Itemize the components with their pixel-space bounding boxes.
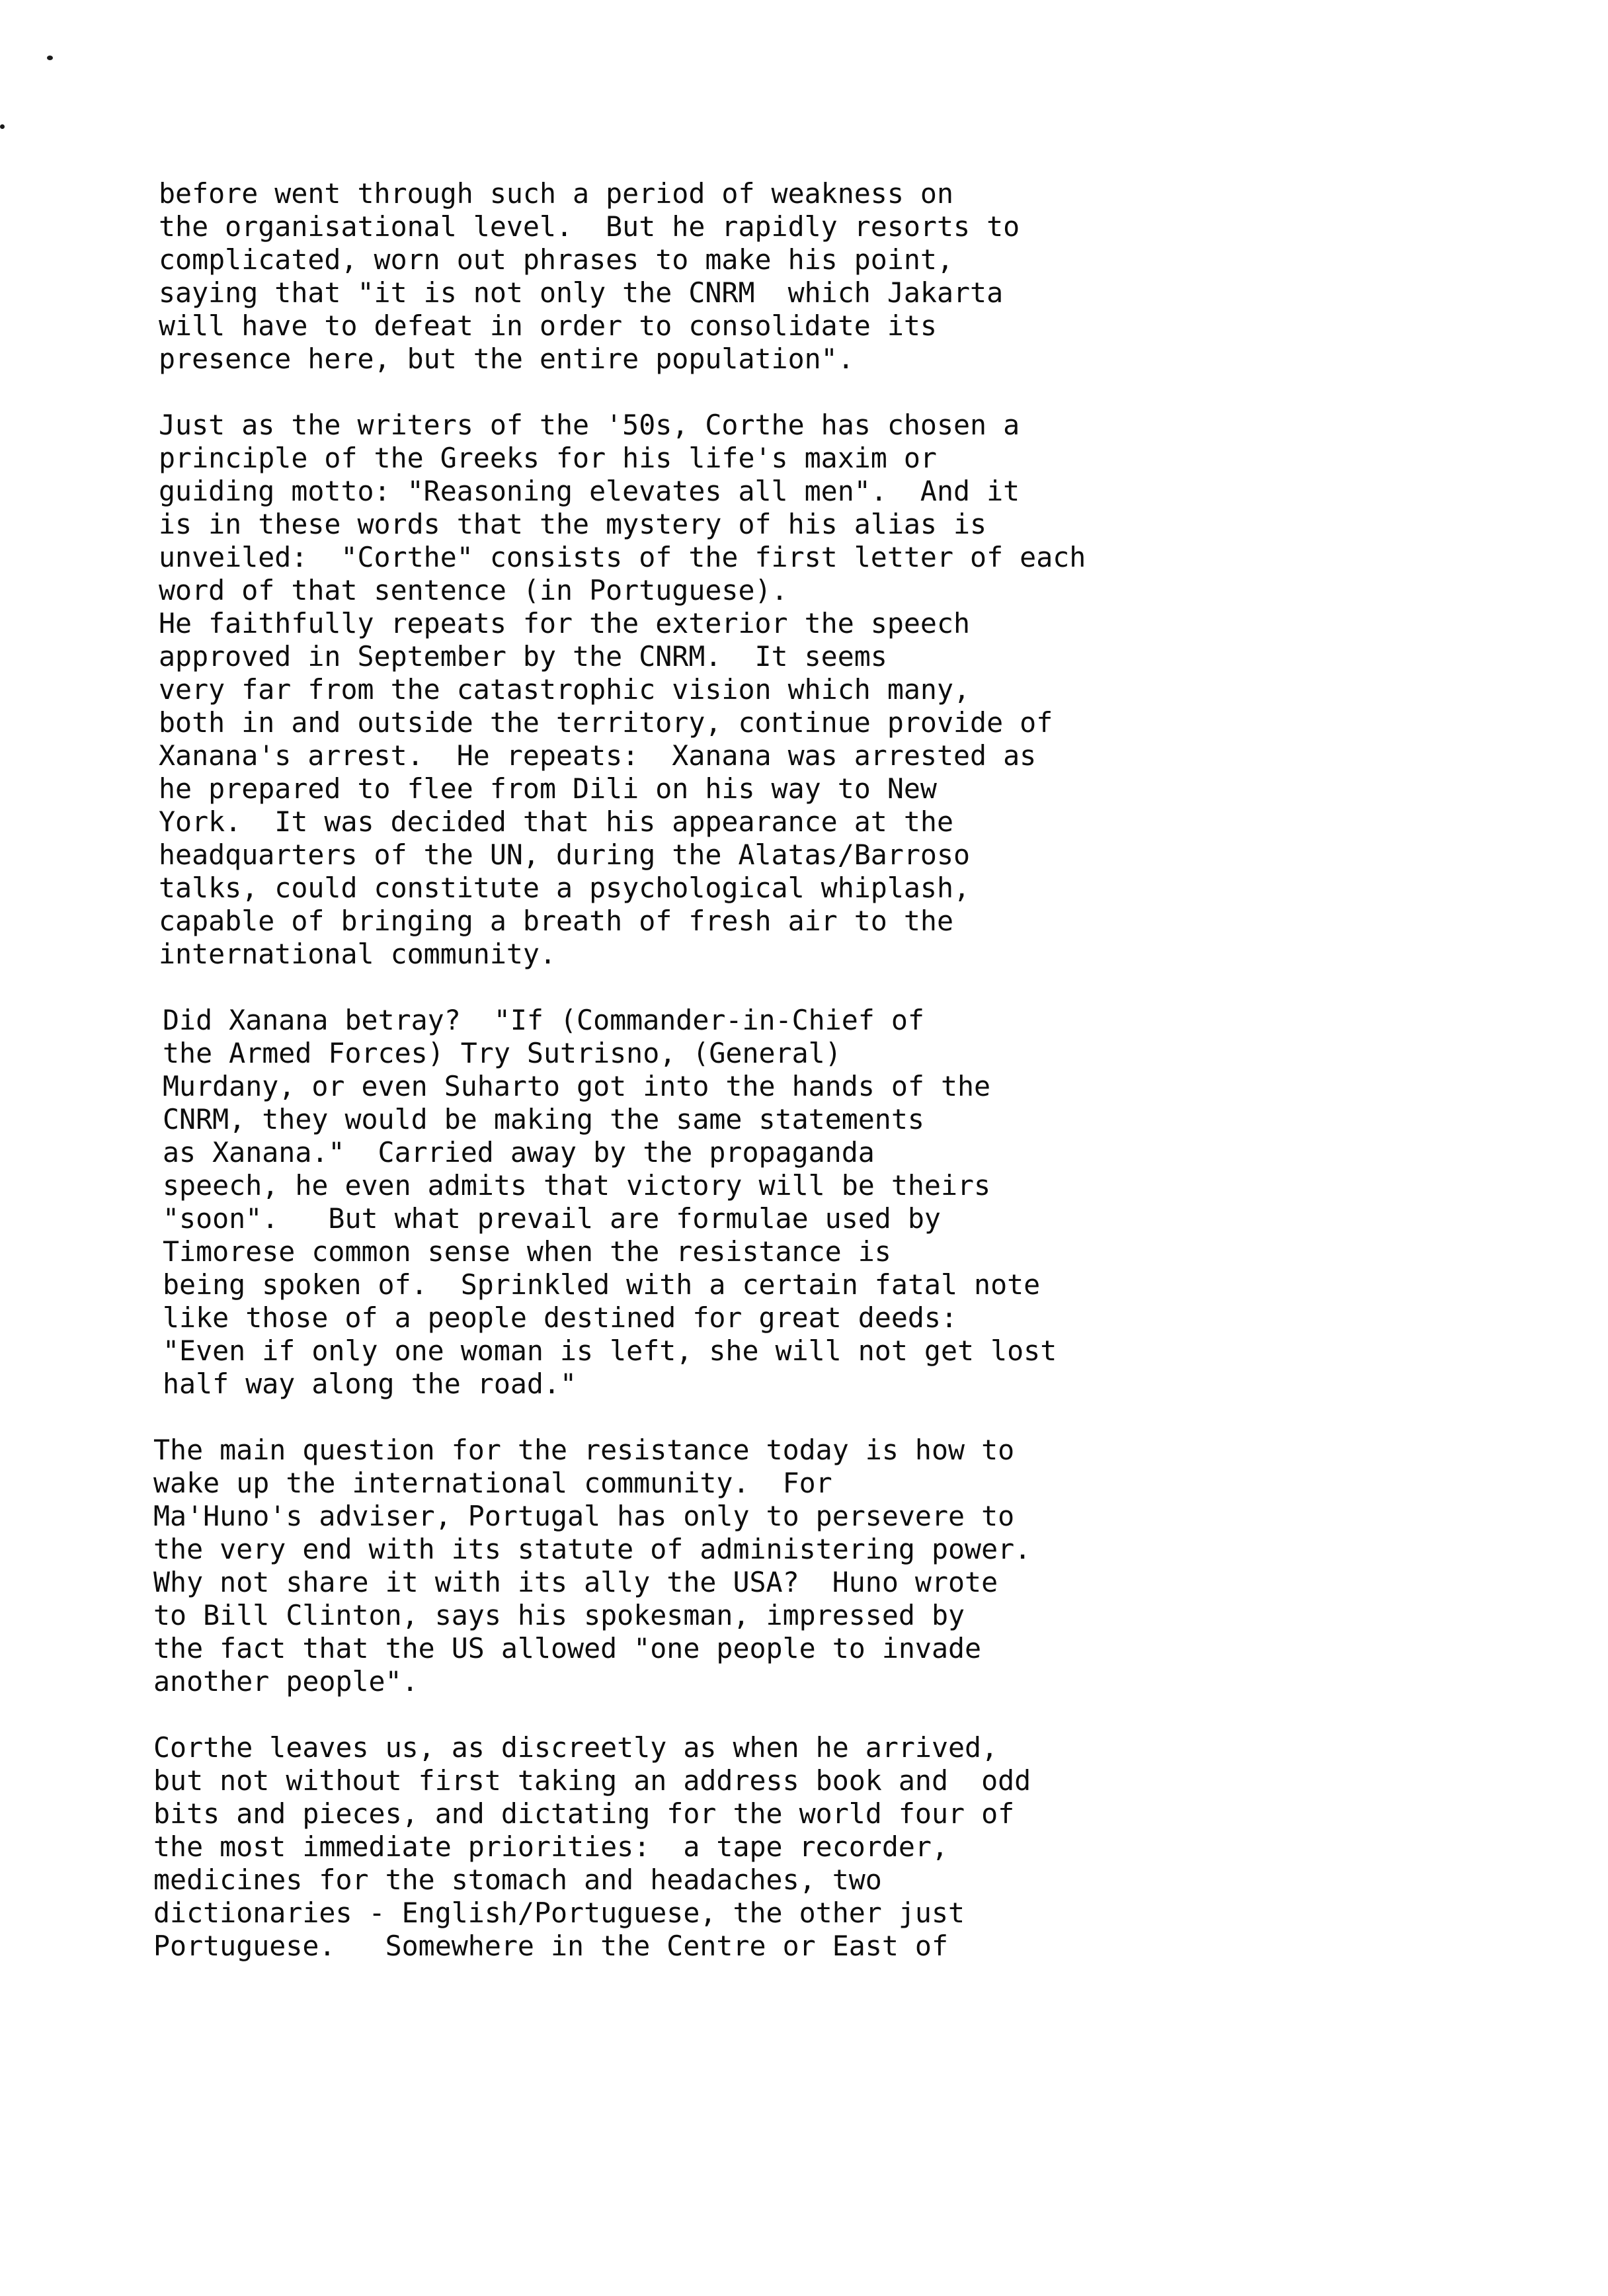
text-line: as Xanana." Carried away by the propaganda [163, 1136, 875, 1168]
text-line: Ma'Huno's adviser, Portugal has only to persevere to [153, 1500, 1015, 1532]
text-line: half way along the road." [163, 1368, 577, 1400]
scan-speck [47, 56, 53, 60]
text-line: guiding motto: "Reasoning elevates all men". And it [159, 475, 1020, 507]
text-line: being spoken of. Sprinkled with a certain fatal note [163, 1268, 1041, 1301]
text-line: Did Xanana betray? "If (Commander-in-Chief of [163, 1004, 924, 1036]
text-line: talks, could constitute a psychological whiplash, [159, 872, 971, 904]
text-line: The main question for the resistance today is how to [153, 1434, 1015, 1466]
text-line: unveiled: "Corthe" consists of the first letter of each [159, 541, 1086, 573]
text-line: the very end with its statute of administering power. [153, 1533, 1031, 1565]
text-line: He faithfully repeats for the exterior the speech [159, 607, 971, 639]
text-line: medicines for the stomach and headaches, two [153, 1864, 882, 1896]
text-line: like those of a people destined for great deeds: [163, 1301, 957, 1334]
text-line: capable of bringing a breath of fresh air to the [159, 905, 953, 937]
text-line: Timorese common sense when the resistance is [163, 1235, 891, 1268]
paragraph [159, 409, 1481, 971]
text-line: the fact that the US allowed "one people to invade [153, 1632, 982, 1664]
text-line: "soon". But what prevail are formulae used by [163, 1202, 941, 1235]
paragraph [159, 177, 1481, 376]
text-line: to Bill Clinton, says his spokesman, impressed by [153, 1599, 965, 1631]
text-line: Why not share it with its ally the USA? Huno wrote [153, 1566, 998, 1598]
text-line: Just as the writers of the '50s, Corthe has chosen a [159, 409, 1020, 441]
paragraph [153, 1731, 1481, 1963]
paragraph [153, 1434, 1481, 1698]
text-line: York. It was decided that his appearance at the [159, 805, 953, 838]
text-line: but not without first taking an address book and odd [153, 1764, 1031, 1797]
text-line: CNRM, they would be making the same statements [163, 1103, 924, 1135]
text-line: Corthe leaves us, as discreetly as when he arrived, [153, 1731, 998, 1764]
text-line: Portuguese. Somewhere in the Centre or East of [153, 1930, 948, 1962]
text-line: complicated, worn out phrases to make his point, [159, 243, 953, 276]
scan-speck [0, 124, 5, 129]
text-line: both in and outside the territory, continue provide of [159, 706, 1053, 739]
text-line: will have to defeat in order to consolidate its [159, 309, 937, 342]
text-line: speech, he even admits that victory will be theirs [163, 1169, 991, 1202]
text-line: wake up the international community. For [153, 1467, 832, 1499]
text-line: the Armed Forces) Try Sutrisno, (General) [163, 1037, 842, 1069]
text-line: saying that "it is not only the CNRM which Jakarta [159, 276, 1004, 309]
text-line: presence here, but the entire population". [159, 343, 854, 375]
text-line: Xanana's arrest. He repeats: Xanana was arrested as [159, 739, 1037, 772]
text-line: is in these words that the mystery of his alias is [159, 508, 987, 540]
text-line: dictionaries - English/Portuguese, the other just [153, 1897, 965, 1929]
text-line: "Even if only one woman is left, she will not get lost [163, 1334, 1057, 1367]
text-line: the organisational level. But he rapidly resorts to [159, 210, 1020, 243]
text-line: Murdany, or even Suharto got into the hands of the [163, 1070, 991, 1102]
text-line: before went through such a period of weakness on [159, 177, 953, 210]
text-line: another people". [153, 1665, 419, 1698]
text-line: he prepared to flee from Dili on his way to New [159, 772, 937, 805]
text-line: headquarters of the UN, during the Alatas/Barroso [159, 839, 971, 871]
text-line: very far from the catastrophic vision which many, [159, 673, 971, 706]
text-line: international community. [159, 938, 556, 970]
text-line: approved in September by the CNRM. It seems [159, 640, 887, 673]
text-line: word of that sentence (in Portuguese). [159, 574, 788, 606]
text-line: principle of the Greeks for his life's maxim or [159, 442, 937, 474]
text-line: the most immediate priorities: a tape recorder, [153, 1830, 948, 1863]
paragraph [163, 1004, 1481, 1401]
document-body [153, 177, 1481, 1963]
text-line: bits and pieces, and dictating for the world four of [153, 1797, 1015, 1830]
